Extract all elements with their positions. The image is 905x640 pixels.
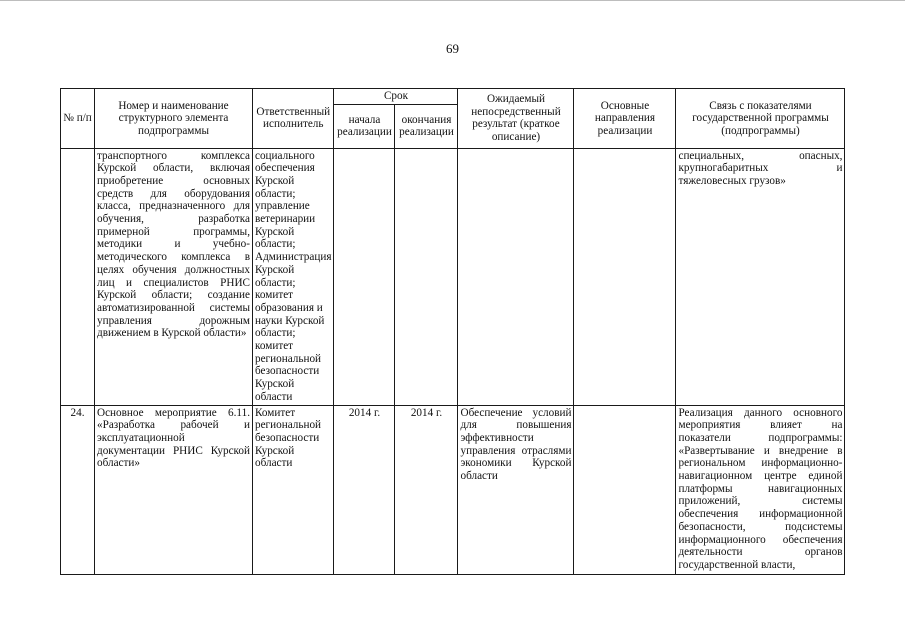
cell-link: Реализация данного основного мероприятия влияет на показатели подпрограммы: «Развертывание и внедрение в региональном информационно-навигационном центре единой платформы навигационных приложений, системы обеспечения информационной безопасности, подсистемы информационного обеспечения деятельности органов государственной власти, [676, 405, 845, 574]
table-row [61, 405, 845, 574]
header-result: Ожидаемый непосредственный результат (краткое описание) [458, 89, 574, 149]
cell-result [458, 148, 574, 405]
header-name: Номер и наименование структурного элемента подпрограммы [95, 89, 253, 149]
table-row [61, 148, 845, 405]
cell-responsible: Комитет региональной безопасности Курской области [253, 405, 334, 574]
cell-responsible: социального обеспечения Курской области; управление ветеринарии Курской области; Администрация Курской области; комитет образования и науки Курской области; комитет региональной безопасности Курской области [253, 148, 334, 405]
cell-start [334, 148, 395, 405]
top-rule [0, 0, 905, 1]
cell-link: специальных, опасных, крупногабаритных и тяжеловесных грузов» [676, 148, 845, 405]
cell-end [395, 148, 458, 405]
header-end: окончания реализации [395, 104, 458, 148]
header-term: Срок [334, 89, 458, 105]
cell-directions [574, 405, 676, 574]
header-directions: Основные направления реализации [574, 89, 676, 149]
cell-num: 24. [61, 405, 95, 574]
cell-start: 2014 г. [334, 405, 395, 574]
measures-table [60, 88, 845, 575]
header-num: № п/п [61, 89, 95, 149]
header-link: Связь с показателями государственной программы (подпрограммы) [676, 89, 845, 149]
cell-result: Обеспечение условий для повышения эффективности управления отраслями экономики Курской области [458, 405, 574, 574]
cell-end: 2014 г. [395, 405, 458, 574]
header-start: начала реализации [334, 104, 395, 148]
cell-name: Основное мероприятие 6.11. «Разработка рабочей и эксплуатационной документации РНИС Курской области» [95, 405, 253, 574]
cell-name: транспортного комплекса Курской области, включая приобретение основных средств для оборудования класса, предназначенного для обучения, разработка примерной программы, методики и учебно-методического комплекса в целях обучения должностных лиц и специалистов РНИС Курской области; создание автоматизированной системы управления дорожным движением в Курской области» [95, 148, 253, 405]
page-number: 69 [446, 41, 459, 56]
header-responsible: Ответственный исполнитель [253, 89, 334, 149]
cell-directions [574, 148, 676, 405]
cell-num [61, 148, 95, 405]
